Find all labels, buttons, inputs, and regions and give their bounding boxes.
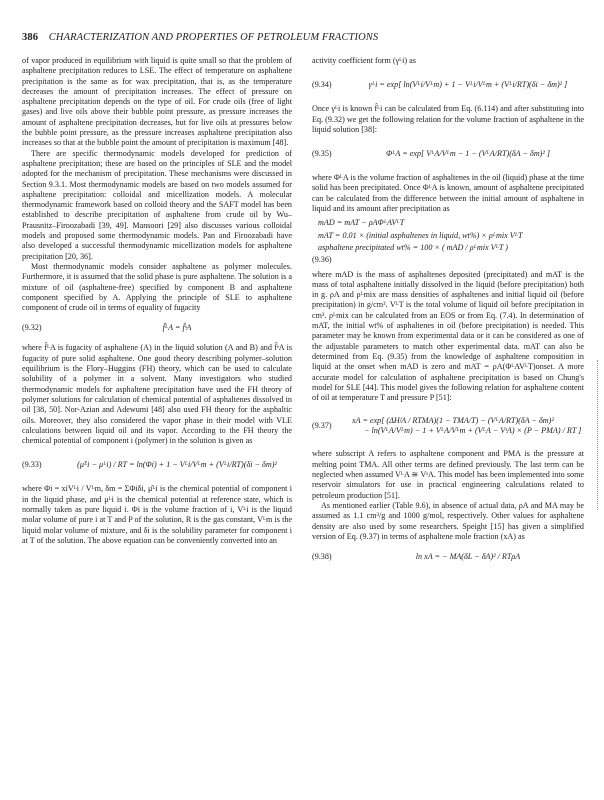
equation-body: ΦᴸA = exp[ VᴸA/Vᴸm − 1 − (VᴸA/RT)(δA − δm)² ]	[385, 149, 551, 159]
right-paragraph-5: where subscript A refers to asphaltene component and PMA is the pressure at melting point TMA. All other terms are defined previously. The last term can be neglected when assumed VᴸA ≅ VˢA. This model has been implemented into some reservoir simulators for use in practical engineering calculations related to petroleum production [51].	[312, 449, 584, 500]
left-paragraph-1: of vapor produced in equilibrium with liquid is quite small so that the problem of asphaltene precipitation reduces to LSE. The effect of temperature on asphaltene precipitation is the same as for wax precipitation, that is, as the temperature decreases the amount of precipitation increases. The effect of pressure on asphaltene precipitation depends on the type of oil. For crude oils (free of light gases) and live oils above their bubble point pressure, as pressure increases the amount of asphaltene precipitation decreases, but for live oils at pressures below the bubble point pressure, as the pressure increases asphaltene precipitation also increases so that at the bubble point the amount of precipitation is maximum [48].	[22, 56, 292, 148]
equation-9-34	[312, 72, 584, 98]
page-number: 386	[22, 32, 39, 43]
equation-9-32	[22, 319, 292, 337]
equation-number: (9.32)	[22, 323, 42, 333]
running-header	[22, 32, 582, 50]
equation-9-37	[312, 409, 584, 443]
equation-number: (9.37)	[312, 421, 332, 431]
left-column	[22, 56, 292, 546]
equation-number: (9.33)	[22, 460, 42, 470]
margin-dotted-line	[596, 360, 598, 510]
equation-number: (9.35)	[312, 149, 332, 159]
left-paragraph-4: where f̂ᴸA is fugacity of asphaltene (A) in the liquid solution (A and B) and f̂ˢA is fugacity of pure solid asphaltene. One good theory describing polymer–solution equilibrium is the Flory–Huggins (FH) theory, which can be used to calculate solubility of a polymer in a solvent. Many investigators who studied thermodynamic models for asphaltene precipitation have used the FH theory of polymer solutions for calculation of chemical potential of asphaltenes dissolved in oil [38, 50]. Nor-Azian and Adewumi [48] also used FH theory for the asphaltic oils. Moreover, they also considered the vapor phase in their model with VLE calculations between liquid oil and its vapor. According to the FH theory the chemical potential of component i (polymer) in the solution is given as	[22, 343, 292, 446]
left-paragraph-2: There are specific thermodynamic models developed for prediction of asphaltene precipitation; these are based on the principles of SLE and the model adopted for the mechanism of precipitation. These mechanisms were discussed in Section 9.3.1. Most thermodynamic models are based on two models assumed for asphaltene precipitation: colloidal and micellization models. A molecular thermodynamic framework based on colloid theory and the SAFT model has been established to describe precipitation of asphaltene from crude oil by Wu–Prausnitz–Firoozabadi [39, 49]. Mansoori [29] also discusses various colloidal models and proposed some thermodynamic models. Pan and Firoozabadi have also developed a successful thermodynamic micellization models for asphaltene precipitation [20, 36].	[22, 148, 292, 261]
equation-line: mAD = mAT − ρAΦᴸAVᴸT	[318, 218, 405, 228]
equation-line: − ln(VᴸA/Vᴸm) − 1 + VᴸA/Vᴸm + (VᴸA − VˢA) × (P − PMA) / RT ]	[364, 426, 582, 436]
equation-body: f̂ᴸA = f̂ˢA	[162, 323, 192, 333]
left-paragraph-3: Most thermodynamic models consider asphaltene as polymer molecules. Furthermore, it is assumed that the solid phase is pure asphaltene. The solution is a mixture of oil (asphaltene-free) specified by component B and asphaltene component specified by A. Applying the principle of SLE to asphaltene component of crude oil in terms of equality of fugacity	[22, 261, 292, 313]
left-paragraph-5: where Φi = xiVᴸi / Vᴸm, δm = ΣΦiδi, μ̂ᴸi is the chemical potential of component i in the liquid phase, and μᴸi is the chemical potential at reference state, which is normally taken as pure liquid i. Φi is the volume fraction of i, Vᴸi is the liquid molar volume of pure i at T and P of the solution, R is the gas constant, Vᴸm is the liquid molar volume of mixture, and δi is the solubility parameter for component i at T of the solution. The above equation can be conveniently converted into an	[22, 484, 292, 545]
equation-9-38	[312, 548, 584, 566]
equation-body: γᴸi = exp[ ln(Vᴸi/Vᴸm) + 1 − Vᴸi/Vᴸm + (Vᴸi/RT)(δi − δm)² ]	[368, 80, 568, 90]
right-column	[312, 56, 584, 572]
right-paragraph-6: As mentioned earlier (Table 9.6), in absence of actual data, ρA and MA may be assumed as 1.1 cm³/g and 1000 g/mol, respectively. Other values for asphaltene density are also used by some researchers. Speight [15] has given a simplified version of Eq. (9.37) in terms of asphaltene mole fraction (xA) as	[312, 500, 584, 541]
equation-line: xA = exp[ (ΔHᶠA / RTMA)(1 − TMA/T) − (VᴸA/RT)(δA − δm)²	[352, 416, 554, 426]
running-title: CHARACTERIZATION AND PROPERTIES OF PETROLEUM FRACTIONS	[48, 32, 379, 43]
right-paragraph-1: activity coefficient form (γᴸi) as	[312, 56, 416, 65]
equation-number: (9.36)	[312, 255, 332, 265]
equation-body: ln xA = − MA(δL − δA)² / RTρA	[415, 551, 521, 561]
right-paragraph-2: Once γᴸi is known f̂ᴸi can be calculated from Eq. (6.114) and after substituting into Eq. (9.32) we get the following relation for the volume fraction of asphaltene in the liquid solution [38]:	[312, 104, 584, 134]
equation-line: asphaltene precipitated wt% = 100 × ( mAD / ρᴸmix VᴸT )	[318, 242, 508, 252]
equation-line: mAT = 0.01 × (initial asphaltenes in liquid, wt%) × ρᴸmix VᴸT	[318, 230, 523, 240]
right-paragraph-4: where mAD is the mass of asphaltenes deposited (precipitated) and mAT is the mass of total asphaltene initially dissolved in the liquid (before precipitation) both in g. ρA and ρᴸmix are mass densities of asphaltenes and initial liquid oil (before precipitation) in g/cm³. VᴸT is the total volume of liquid oil before precipitation in cm³. ρᴸmix can be calculated from an EOS or from Eq. (7.4). In determination of mAT, the initial wt% of asphaltenes in oil (before precipitation) is needed. This parameter may be known from experimental data or it can be considered as one of the adjustable parameters to match other experimental data. mAT can also be determined from Eq. (9.35) from the knowledge of asphaltene composition in liquid at the onset when mAD is zero and mAT = ρA(ΦᴸAVᴸT)onset. A more accurate model for calculation of asphaltene precipitation is based on Chung's model for SLE [44]. This model gives the following relation for asphaltene content of oil at temperature T and pressure P [51]:	[312, 269, 584, 403]
equation-number: (9.34)	[312, 80, 332, 90]
equation-9-33	[22, 452, 292, 478]
right-paragraph-3: where ΦᴸA is the volume fraction of asphaltenes in the oil (liquid) phase at the time solid has been precipitated. Once ΦᴸA is known, amount of asphaltene precipitated can be calculated from the difference between the initial amount of asphaltene in liquid and its amount after precipitation as	[312, 173, 584, 214]
equation-9-36	[312, 218, 584, 265]
equation-number: (9.38)	[312, 551, 332, 561]
equation-body	[352, 416, 584, 437]
equation-body: (μ̂ᴸi − μᴸi) / RT = ln(Φi) + 1 − Vᴸi/Vᴸm + (Vᴸi/RT)(δi − δm)²	[77, 460, 277, 470]
equation-9-35	[312, 141, 584, 167]
